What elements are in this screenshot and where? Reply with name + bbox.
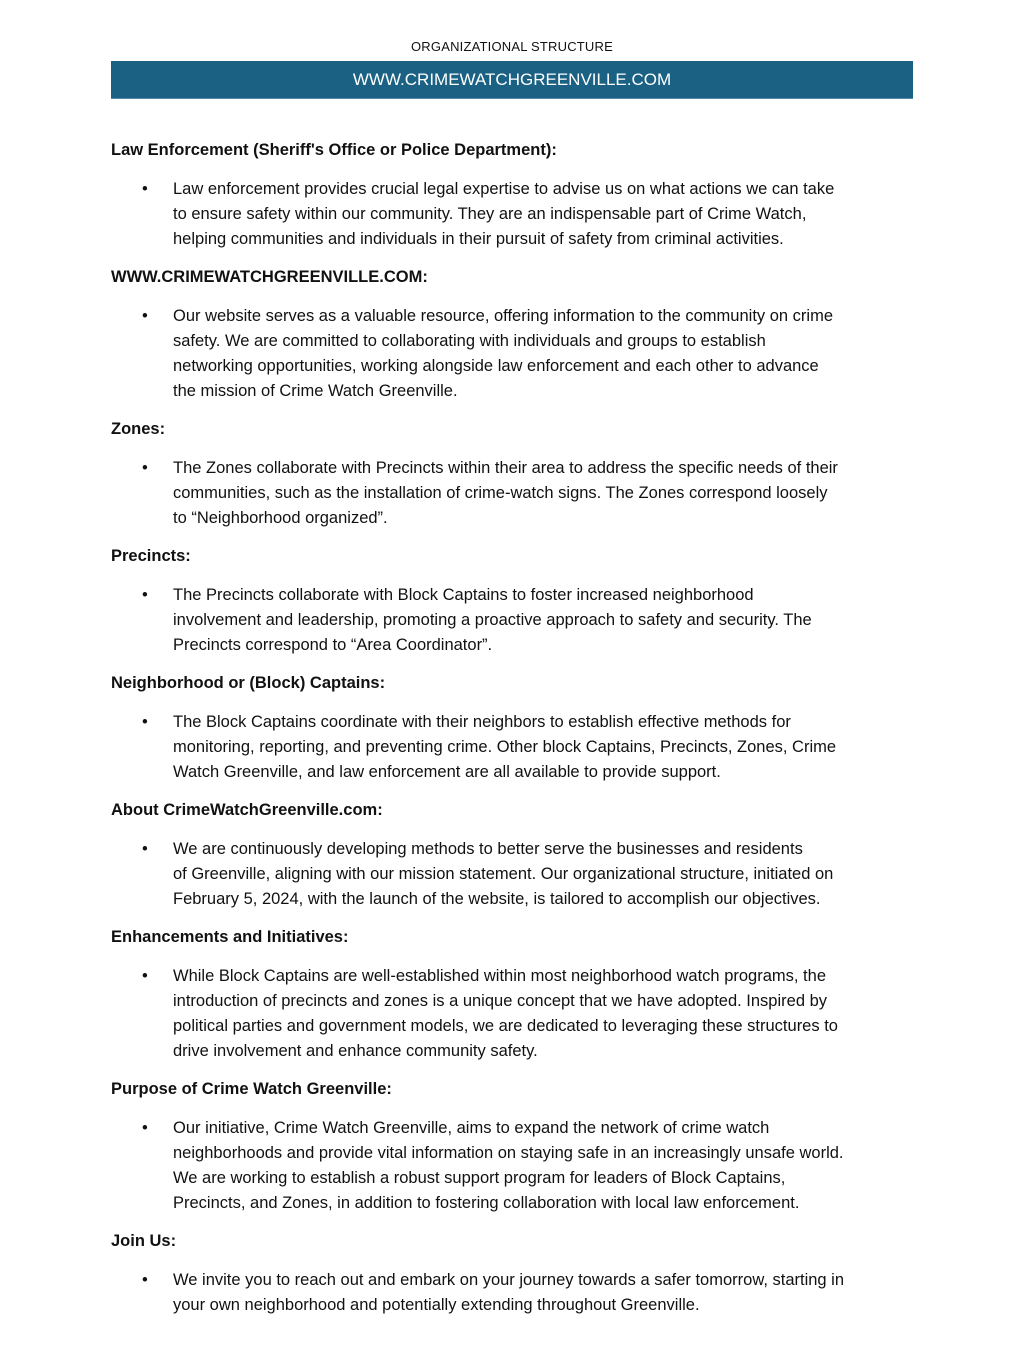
paragraph-line: to ensure safety within our community. They are an indispensable part of Crime Watch,	[173, 205, 807, 223]
website-banner: WWW.CRIMEWATCHGREENVILLE.COM	[111, 61, 913, 99]
bullet-item	[111, 177, 921, 252]
paragraph-line: networking opportunities, working alongside law enforcement and each other to advance	[173, 357, 819, 375]
bullet-item	[111, 583, 921, 658]
section-heading: Law Enforcement (Sheriff's Office or Police Department):	[111, 141, 557, 159]
paragraph-line: safety. We are committed to collaborating with individuals and groups to establish	[173, 332, 766, 350]
bullet-icon: •	[142, 1119, 148, 1137]
paragraph-line: monitoring, reporting, and preventing crime. Other block Captains, Precincts, Zones, Crime	[173, 738, 837, 756]
paragraph-line: February 5, 2024, with the launch of the website, is tailored to accomplish our objectives.	[173, 890, 821, 908]
section-heading: Enhancements and Initiatives:	[111, 928, 349, 946]
section-heading: About CrimeWatchGreenville.com:	[111, 801, 383, 819]
paragraph-line: introduction of precincts and zones is a unique concept that we have adopted. Inspired by	[173, 992, 828, 1010]
section-heading: Join Us:	[111, 1232, 177, 1250]
section-heading: Neighborhood or (Block) Captains:	[111, 674, 386, 692]
section	[111, 799, 921, 912]
bullet-item	[111, 710, 921, 785]
section	[111, 266, 921, 404]
document-body	[111, 139, 921, 1332]
section	[111, 418, 921, 531]
paragraph-line: Our initiative, Crime Watch Greenville, aims to expand the network of crime watch	[173, 1119, 770, 1137]
bullet-icon: •	[142, 1271, 148, 1289]
section	[111, 545, 921, 658]
bullet-icon: •	[142, 180, 148, 198]
section	[111, 1078, 921, 1216]
section	[111, 1230, 921, 1318]
paragraph-line: The Zones collaborate with Precincts within their area to address the specific needs of their	[173, 459, 838, 477]
paragraph-line: The Block Captains coordinate with their neighbors to establish effective methods for	[173, 713, 791, 731]
bullet-item	[111, 304, 921, 404]
paragraph-line: We invite you to reach out and embark on your journey towards a safer tomorrow, starting in	[173, 1271, 845, 1289]
section-heading: Zones:	[111, 420, 166, 438]
paragraph-line: The Precincts collaborate with Block Captains to foster increased neighborhood	[173, 586, 754, 604]
paragraph-line: drive involvement and enhance community safety.	[173, 1042, 538, 1060]
bullet-icon: •	[142, 307, 148, 325]
paragraph-line: political parties and government models, we are dedicated to leveraging these structures to	[173, 1017, 838, 1035]
paragraph-line: Law enforcement provides crucial legal expertise to advise us on what actions we can take	[173, 180, 835, 198]
bullet-item	[111, 1268, 921, 1318]
section	[111, 139, 921, 252]
section	[111, 672, 921, 785]
document-header-title: ORGANIZATIONAL STRUCTURE	[411, 39, 613, 54]
bullet-item	[111, 964, 921, 1064]
paragraph-line: of Greenville, aligning with our mission statement. Our organizational structure, initiated on	[173, 865, 834, 883]
section-heading: WWW.CRIMEWATCHGREENVILLE.COM:	[111, 268, 428, 286]
bullet-item	[111, 837, 921, 912]
bullet-item	[111, 456, 921, 531]
bullet-icon: •	[142, 713, 148, 731]
paragraph-line: neighborhoods and provide vital information on staying safe in an increasingly unsafe world.	[173, 1144, 844, 1162]
paragraph-line: involvement and leadership, promoting a proactive approach to safety and security. The	[173, 611, 812, 629]
paragraph-line: We are working to establish a robust support program for leaders of Block Captains,	[173, 1169, 786, 1187]
paragraph-line: Precincts correspond to “Area Coordinator”.	[173, 636, 493, 654]
paragraph-line: communities, such as the installation of crime-watch signs. The Zones correspond loosely	[173, 484, 828, 502]
bullet-icon: •	[142, 967, 148, 985]
paragraph-line: helping communities and individuals in their pursuit of safety from criminal activities.	[173, 230, 784, 248]
section-heading: Purpose of Crime Watch Greenville:	[111, 1080, 392, 1098]
bullet-icon: •	[142, 586, 148, 604]
paragraph-line: We are continuously developing methods to better serve the businesses and residents	[173, 840, 803, 858]
bullet-icon: •	[142, 459, 148, 477]
paragraph-line: your own neighborhood and potentially extending throughout Greenville.	[173, 1296, 700, 1314]
paragraph-line: Watch Greenville, and law enforcement are all available to provide support.	[173, 763, 721, 781]
paragraph-line: to “Neighborhood organized”.	[173, 509, 388, 527]
section	[111, 926, 921, 1064]
bullet-item	[111, 1116, 921, 1216]
paragraph-line: While Block Captains are well-established within most neighborhood watch programs, the	[173, 967, 826, 985]
paragraph-line: Our website serves as a valuable resource, offering information to the community on crime	[173, 307, 833, 325]
bullet-icon: •	[142, 840, 148, 858]
paragraph-line: Precincts, and Zones, in addition to fostering collaboration with local law enforcement.	[173, 1194, 800, 1212]
paragraph-line: the mission of Crime Watch Greenville.	[173, 382, 458, 400]
section-heading: Precincts:	[111, 547, 191, 565]
